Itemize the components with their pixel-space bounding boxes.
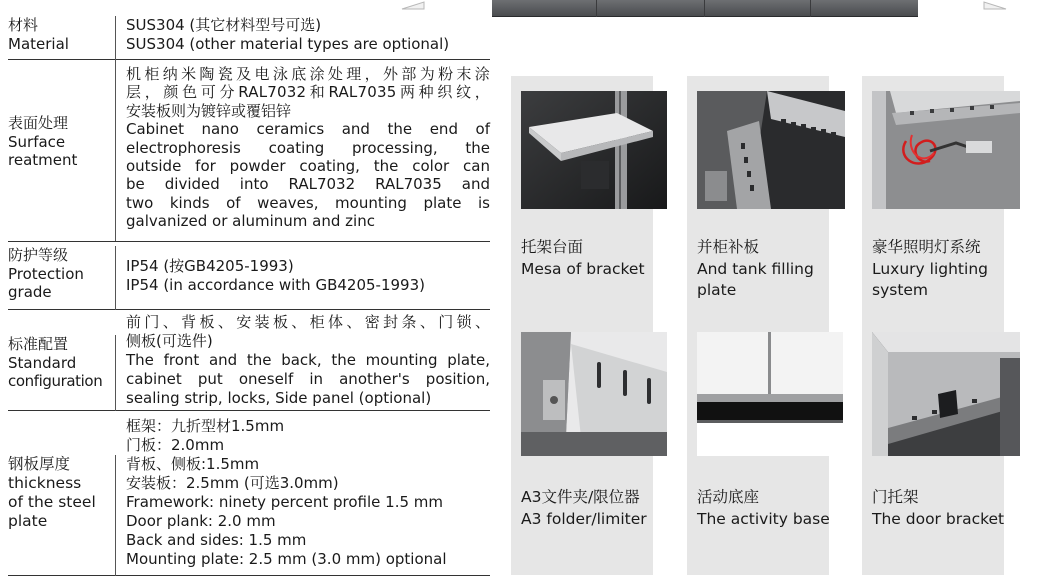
feature-caption bbox=[697, 487, 830, 530]
label-line: grade bbox=[8, 283, 52, 301]
spec-table bbox=[8, 0, 490, 581]
value-line: 框架：九折型材1.5mm bbox=[126, 417, 285, 435]
bracket-shelf-photo bbox=[521, 91, 667, 209]
value-line: Cabinet nano ceramics and the end of bbox=[126, 120, 490, 139]
spec-row-material bbox=[8, 0, 490, 60]
value-line: 背板、侧板:1.5mm bbox=[126, 455, 260, 473]
spec-row-steel-thickness bbox=[8, 411, 490, 576]
spec-label bbox=[8, 335, 116, 411]
feature-caption bbox=[521, 487, 647, 530]
caption-line: A3文件夹/限位器 bbox=[521, 488, 640, 506]
activity-base-photo bbox=[697, 332, 843, 456]
caption-line: 门托架 bbox=[872, 488, 919, 506]
label-line: Standard bbox=[8, 353, 77, 372]
value-line: SUS304 (其它材料型号可选) bbox=[126, 16, 322, 34]
caption-line: system bbox=[872, 281, 929, 299]
spec-label bbox=[8, 59, 116, 241]
value-line: 前门、背板、安装板、柜体、密封条、门锁、 bbox=[126, 313, 490, 331]
value-line: SUS304 (other material types are optional) bbox=[126, 34, 450, 53]
label-line: 标准配置 bbox=[8, 335, 69, 353]
caption-line: A3 folder/limiter bbox=[521, 509, 647, 528]
caption-line: Luxury lighting bbox=[872, 259, 988, 278]
caption-line: 活动底座 bbox=[697, 488, 760, 506]
label-line: plate bbox=[8, 512, 48, 530]
label-line: configuration bbox=[8, 372, 103, 390]
door-bracket-photo bbox=[872, 332, 1020, 456]
value-line: Back and sides: 1.5 mm bbox=[126, 531, 307, 549]
value-line: 层，颜色可分RAL7032和RAL7035两种织纹， bbox=[126, 83, 490, 102]
caption-line: plate bbox=[697, 281, 737, 299]
spec-label bbox=[8, 246, 116, 310]
caption-line: Mesa of bracket bbox=[521, 259, 645, 278]
spec-row-protection-grade bbox=[8, 242, 490, 310]
feature-caption bbox=[697, 237, 814, 302]
cabinet-photo-fragment bbox=[492, 0, 918, 17]
spec-value bbox=[126, 65, 490, 231]
spec-row-standard-configuration bbox=[8, 310, 490, 411]
spec-row-surface-treatment bbox=[8, 60, 490, 242]
spec-label bbox=[8, 455, 116, 576]
value-line: 侧板(可选件) bbox=[126, 332, 213, 350]
value-line: Door plank: 2.0 mm bbox=[126, 512, 276, 530]
caption-line: The activity base bbox=[697, 509, 830, 528]
label-line: Surface bbox=[8, 132, 66, 151]
value-line: electrophoresis coating processing, the bbox=[126, 138, 490, 157]
value-line: Framework: ninety percent profile 1.5 mm bbox=[126, 493, 444, 511]
value-line: Mounting plate: 2.5 mm (3.0 mm) optional bbox=[126, 550, 447, 568]
spec-label bbox=[8, 16, 116, 60]
label-line: 防护等级 bbox=[8, 246, 69, 264]
label-line: 表面处理 bbox=[8, 114, 69, 132]
value-line: two kinds of weaves, mounting plate is bbox=[126, 193, 490, 212]
lighting-system-photo bbox=[872, 91, 1020, 209]
value-line: outside for powder coating, the color can bbox=[126, 157, 490, 176]
caption-line: The door bracket bbox=[872, 509, 1005, 528]
label-line: 钢板厚度 bbox=[8, 455, 71, 473]
spec-value bbox=[126, 257, 490, 294]
caption-line: 并柜补板 bbox=[697, 238, 760, 256]
folder-limiter-photo bbox=[521, 332, 667, 456]
value-line: galvanized or aluminum and zinc bbox=[126, 212, 375, 231]
feature-caption bbox=[521, 237, 645, 280]
label-line: thickness bbox=[8, 474, 82, 492]
value-line: The front and the back, the mounting plate, bbox=[126, 351, 490, 369]
label-line: of the steel bbox=[8, 493, 96, 511]
label-line: reatment bbox=[8, 151, 78, 169]
spec-value bbox=[126, 313, 490, 408]
label-line: Material bbox=[8, 34, 69, 53]
value-line: IP54 (in accordance with GB4205-1993) bbox=[126, 275, 425, 294]
label-line: Protection bbox=[8, 264, 84, 283]
value-line: be divided into RAL7032 RAL7035 and bbox=[126, 175, 490, 194]
value-line: 机柜纳米陶瓷及电泳底涂处理，外部为粉末涂 bbox=[126, 65, 490, 83]
caption-line: 豪华照明灯系统 bbox=[872, 238, 981, 256]
filling-plate-photo bbox=[697, 91, 845, 209]
value-line: cabinet put oneself in another's position, bbox=[126, 370, 490, 388]
value-line: 安装板：2.5mm (可选3.0mm) bbox=[126, 474, 339, 492]
corner-arrow-icon bbox=[982, 0, 1008, 10]
caption-line: 托架台面 bbox=[521, 238, 584, 256]
feature-caption bbox=[872, 237, 988, 302]
label-line: 材料 bbox=[8, 16, 39, 34]
value-line: 安装板则为镀锌或覆铝锌 bbox=[126, 101, 292, 120]
value-line: 门板：2.0mm bbox=[126, 436, 225, 454]
feature-caption bbox=[872, 487, 1004, 530]
value-line: sealing strip, locks, Side panel (optional) bbox=[126, 389, 432, 407]
spec-value bbox=[126, 16, 490, 53]
caption-line: And tank filling bbox=[697, 259, 814, 278]
value-line: IP54 (按GB4205-1993) bbox=[126, 257, 294, 275]
spec-value bbox=[126, 417, 490, 569]
